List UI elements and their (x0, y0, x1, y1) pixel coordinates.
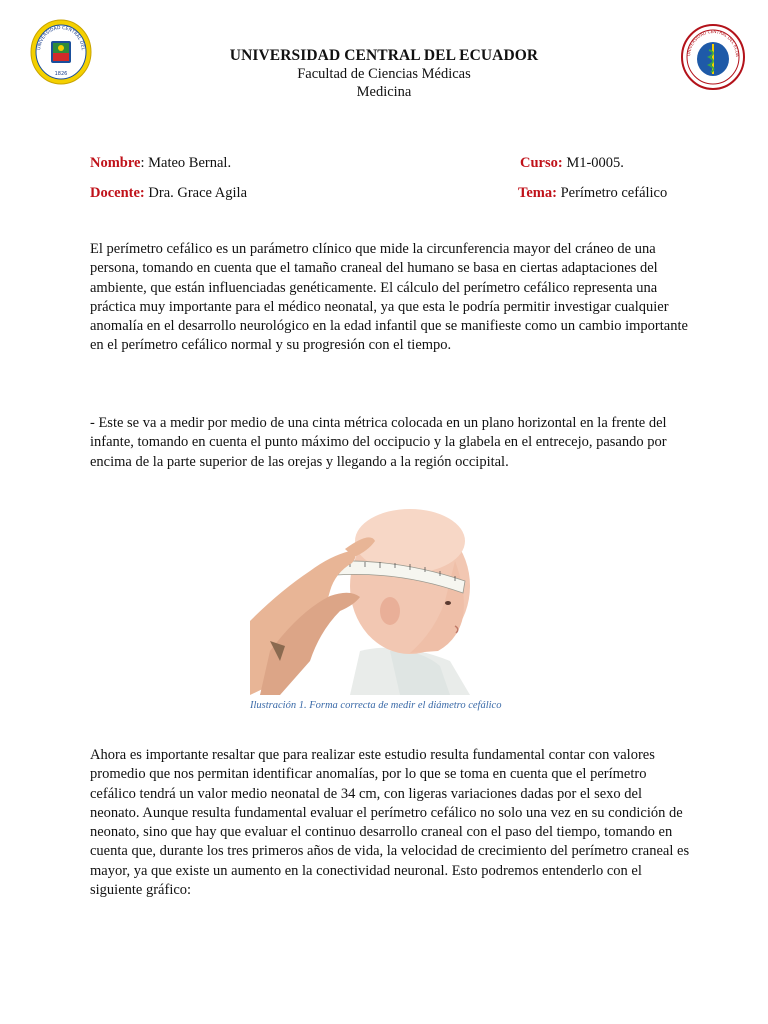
tema-value: Perímetro cefálico (556, 185, 668, 201)
svg-text:UNIVERSIDAD CENTRAL DEL ECUADO: UNIVERSIDAD CENTRAL DEL ECUA (685, 28, 741, 57)
svg-text:UNIVERSIDAD CENTRAL DEL ECUADO: UNIVERSIDAD CENTRAL DEL (37, 25, 85, 51)
docente-label: Docente: (90, 185, 145, 201)
measurement-paragraph: - Este se va a medir por medio de una cinta métrica colocada en un plano horizontal en la frente del infante, tomando en cuenta el punto máximo del occipucio y la glabela en el entrecejo, pasando por encima de la parte superior de las orejas y llegando a la región occipital. (90, 415, 667, 470)
infant-head-measurement-image (250, 501, 470, 695)
reference-values-paragraph: Ahora es importante resaltar que para realizar este estudio resulta fundamental contar con valores promedio que nos permitan identificar anomalías, por lo que se toma en cuenta que el perímetro cefálico tendrá un valor medio neonatal de 34 cm, con ligeras variaciones dadas por el sexo del neonato. Aunque resulta fundamental evaluar el perímetro cefálico no solo una vez en su condición de neonato, sino que hay que evaluar el continuo desarrollo craneal con el paso del tiempo, tomando en cuenta que, durante los tres primeros años de vida, la velocidad de crecimiento del perímetro craneal es mayor, ya que existe un aumento en la conectividad neuronal. Esto podremos entenderlo con el siguiente gráfico: (90, 747, 690, 899)
student-name-field (90, 154, 231, 172)
tema-label: Tema: (518, 185, 557, 201)
university-name: UNIVERSIDAD CENTRAL DEL ECUADOR (229, 47, 539, 64)
program-name: Medicina (356, 84, 412, 100)
curso-value: M1-0005. (562, 155, 624, 171)
svg-text:1826: 1826 (54, 71, 68, 77)
figure-caption: Ilustración 1. Forma correcta de medir el diámetro cefálico (250, 700, 502, 711)
topic-field (518, 184, 667, 202)
teacher-field (90, 184, 247, 202)
nombre-separator: : (140, 155, 149, 171)
faculty-name: Facultad de Ciencias Médicas (297, 66, 471, 82)
intro-paragraph: El perímetro cefálico es un parámetro clínico que mide la circunferencia mayor del cráneo de una persona, tomando en cuenta que el tamaño craneal del humano se basa en ciertas adaptaciones del ambiente, que están influenciadas genéticamente. El cálculo del perímetro cefálico representa una práctica muy importante para el médico neonatal, ya que esta le podría permitir investigar cualquier anomalía en el desarrollo neurológico en la edad infantil que se manifieste como un cambio importante en el perímetro cefálico normal y su progresión con el tiempo. (90, 241, 688, 354)
docente-value: Dra. Grace Agila (144, 185, 248, 201)
nombre-value: Mateo Bernal. (148, 155, 232, 171)
document-header (0, 46, 768, 101)
nombre-label: Nombre (90, 155, 141, 171)
course-field (520, 154, 624, 172)
curso-label: Curso: (520, 155, 563, 171)
